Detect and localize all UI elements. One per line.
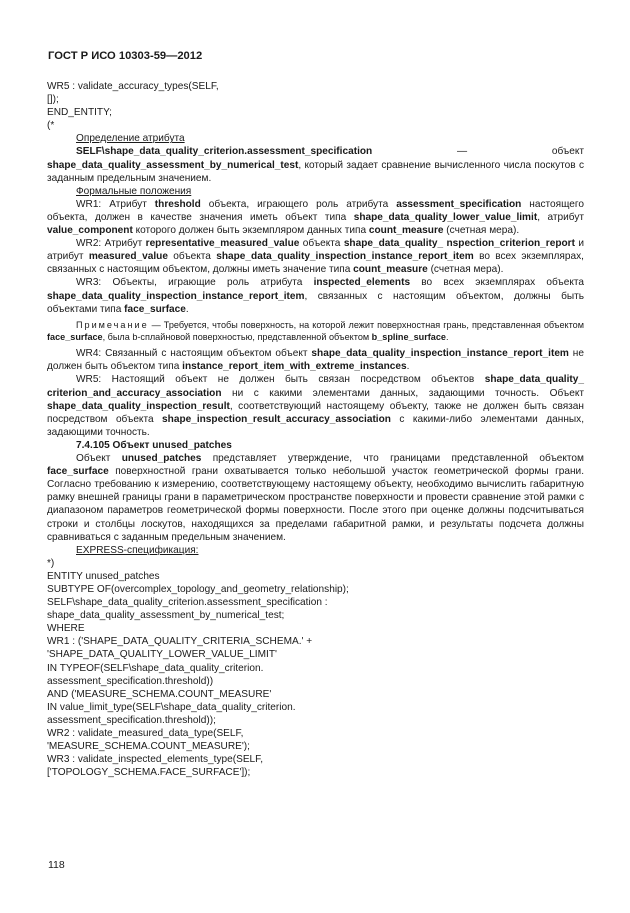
code-line: 'SHAPE_DATA_QUALITY_LOWER_VALUE_LIMIT'	[47, 649, 277, 661]
express-heading: EXPRESS-спецификация:	[76, 544, 199, 556]
section-heading: 7.4.105 Объект unused_patches	[76, 439, 232, 451]
rule-wr4: WR4: Связанный с настоящим объектом объект shape_data_quality_inspection_instance_report_item не должен быть объектом типа instance_report_item_with_extreme_instances.	[47, 348, 584, 373]
code-line: assessment_specification.threshold))	[47, 675, 214, 687]
note-paragraph: Примечание — Требуется, чтобы поверхность, на которой лежит поверхностная грань, представленная объектом face_surface, была b-сплайновой поверхностью, представленной объектом b_spline_surface.	[47, 319, 584, 342]
code-line: WR2 : validate_measured_data_type(SELF,	[47, 728, 244, 739]
rule-wr1: WR1: Атрибут threshold объекта, играющего роль атрибута assessment_specification настоящего объекта, должен в качестве значения иметь объект типа shape_data_quality_lower_value_limit, атрибут value_component которого должен быть экземпляром данных типа count_measure (счетная мера).	[47, 198, 585, 237]
code-line: shape_data_quality_assessment_by_numerical_test;	[47, 610, 285, 622]
code-line: WR3 : validate_inspected_elements_type(SELF,	[47, 754, 264, 766]
page-number: 118	[48, 859, 65, 871]
code-line: END_ENTITY;	[47, 107, 112, 119]
rule-wr3: WR3: Объекты, играющие роль атрибута inspected_elements во всех экземплярах объекта shape_data_quality_inspection_instance_report_item, связанных с настоящим объектом, должны быть объектами типа face_surface.	[47, 277, 584, 315]
attr-def-heading: Определение атрибута	[76, 133, 185, 145]
code-line: AND ('MEASURE_SCHEMA.COUNT_MEASURE'	[47, 688, 272, 700]
rule-wr5: WR5: Настоящий объект не должен быть связан посредством объектов shape_data_quality_ criterion_and_accuracy_association ни с какими элементами данных, задающими точность. Объект shape_data_quality_inspection_result, соответствующий настоящему объекту, также не должен быть связан посредством объекта shape_inspection_result_accuracy_association с какими-либо элементами данных, задающими точность.	[47, 374, 584, 438]
code-line: []);	[47, 94, 59, 106]
code-line: assessment_specification.threshold));	[47, 714, 216, 726]
rule-wr2: WR2: Атрибут representative_measured_value объекта shape_data_quality_ nspection_criterion_report и атрибут measured_value объекта shape_data_quality_inspection_instance_report_item во всех экземплярах, связанных с настоящим объектом, должны иметь значение типа count_measure (счетная мера).	[47, 238, 584, 276]
code-line: WR5 : validate_accuracy_types(SELF,	[47, 81, 219, 92]
code-line: WHERE	[47, 623, 85, 635]
attr-def-paragraph: SELF\shape_data_quality_criterion.assessment_specification — объект shape_data_quality_assessment_by_numerical_test, который задает сравнение вычисленного числа поскутов с заданным предельным значением.	[47, 146, 584, 184]
code-line: (*	[47, 120, 55, 132]
note-label: Примечание	[76, 319, 149, 330]
code-line: 'MEASURE_SCHEMA.COUNT_MEASURE');	[47, 741, 250, 753]
formal-heading: Формальные положения	[76, 185, 192, 197]
code-line: ENTITY unused_patches	[47, 570, 160, 582]
document-body	[47, 80, 584, 779]
code-line: *)	[47, 557, 55, 569]
code-line: SUBTYPE OF(overcomplex_topology_and_geometry_relationship);	[47, 583, 349, 595]
code-line: IN value_limit_type(SELF\shape_data_quality_criterion.	[47, 701, 296, 713]
section-paragraph: Объект unused_patches представляет утверждение, что границами представленной объектом face_surface поверхностной грани охватывается только небольшой участок геометрической формы грани. Согласно требованию к измерению, соответствующему настоящему объекту, необходимо вычислить габаритную рамку внешней границы грани в параметрическом пространстве поверхности и провести сравнение этой рамки с диапазоном параметров геометрической формы поверхности. После этого при оценке должны подсчитываться строки и столбцы лоскутов, находящихся за пределами габаритной рамки, и результаты подсчета должны сравниваться с заданным предельным значением.	[47, 453, 584, 543]
code-line: ['TOPOLOGY_SCHEMA.FACE_SURFACE']);	[47, 767, 251, 779]
page-header: ГОСТ Р ИСО 10303-59—2012	[48, 50, 203, 62]
code-line: WR1 : ('SHAPE_DATA_QUALITY_CRITERIA_SCHEMA.' +	[47, 636, 313, 648]
code-line: SELF\shape_data_quality_criterion.assessment_specification :	[47, 597, 328, 609]
code-line: IN TYPEOF(SELF\shape_data_quality_criterion.	[47, 662, 264, 674]
